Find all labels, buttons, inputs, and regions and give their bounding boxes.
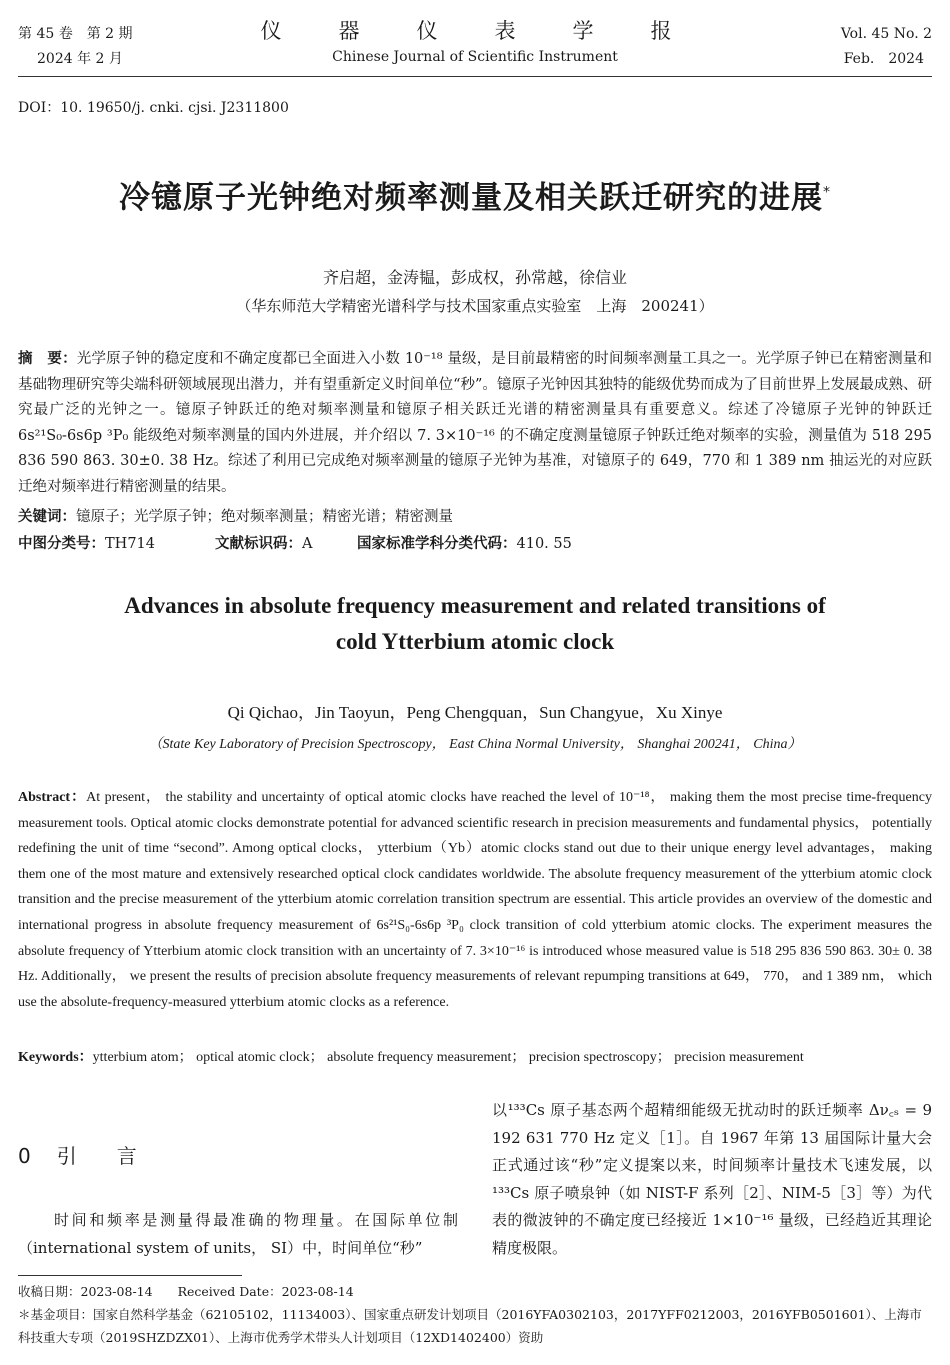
- std-label: 国家标准学科分类代码：: [357, 536, 517, 552]
- doc-code: [215, 532, 312, 553]
- header-journal-cn: 仪 器 仪 表 学 报: [260, 19, 690, 43]
- abstract-cn: [18, 347, 932, 500]
- abstract-en-label: Abstract：: [18, 790, 87, 805]
- std-code: [357, 532, 572, 553]
- title-en-line1: Advances in absolute frequency measurement and related transitions of: [124, 593, 826, 618]
- abstract-en-text: At present， the stability and uncertainty of optical atomic clocks have reached the level of 10⁻¹⁸， making them the most precise time-frequency measurement tools. Optical atomic clocks demonstrate potential for advanced scientific research in precision measurements and fundamental physics， potentially redefining the unit of time “second”. Among optical clocks， ytterbium（Yb）atomic clocks stand out due to their unique energy level advantages， making them one of the most mature and extensively researched optical clock candidates worldwide. The absolute frequency measurement of the ytterbium atomic clock transition and the precise measurement of the ytterbium atomic correlation transition spectrum are essential. This article provides an overview of the domestic and international progress in absolute frequency measurement of 6s²¹S₀-6s6p ³P₀ clock transition of cold ytterbium atomic clocks. The experiment measures the absolute frequency of Ytterbium atomic clock transition with an uncertainty of 7. 3×10⁻¹⁶ is introduced whose measured value is 518 295 836 590 863. 30± 0. 38 Hz. Additionally， we present the results of precision absolute frequency measurements of relevant repumping transitions at 649， 770， and 1 389 nm， which use the absolute-frequency-measured ytterbium atomic clocks as a reference.: [18, 790, 932, 1010]
- header-volume-issue: 第 45 卷 第 2 期: [18, 26, 133, 42]
- abstract-en: [18, 785, 932, 1015]
- affiliation-cn: （华东师范大学精密光谱科学与技术国家重点实验室 上海 200241）: [236, 297, 714, 315]
- keywords-en-label: Keywords：: [18, 1050, 93, 1065]
- doc-value: A: [302, 536, 313, 552]
- title-cn-text: 冷镱原子光钟绝对频率测量及相关跃迁研究的进展: [119, 180, 823, 216]
- keywords-cn-text: 镱原子；光学原子钟；绝对频率测量；精密光谱；精密测量: [76, 509, 453, 525]
- abstract-cn-text: 光学原子钟的稳定度和不确定度都已全面进入小数 10⁻¹⁸ 量级，是目前最精密的时间频率测量工具之一。光学原子钟已在精密测量和基础物理研究等尖端科研领域展现出潜力，并有望重新定义时间单位“秒”。镱原子光钟因其独特的能级优势而成为了目前世界上发展最成熟、研究最广泛的光钟之一。镱原子钟跃迁的绝对频率测量和镱原子相关跃迁光谱的精密测量具有重要意义。综述了冷镱原子光钟的钟跃迁 6s²¹S₀-6s6p ³P₀ 能级绝对频率测量的国内外进展，并介绍以 7. 3×10⁻¹⁶ 的不确定度测量镱原子钟跃迁绝对频率的实验，测量值为 518 295 836 590 863. 30±0. 38 Hz。综述了利用已完成绝对频率测量的镱原子光钟为基准，对镱原子的 649，770 和 1 389 nm 抽运光的对应跃迁绝对频率进行精密测量的结果。: [18, 351, 933, 495]
- body-left-column: 时间和频率是测量得最准确的物理量。在国际单位制（international system of units， SI）中，时间单位“秒”: [18, 1211, 458, 1257]
- header-rule: [18, 76, 932, 77]
- header-date-en: Feb. 2024: [843, 51, 924, 67]
- keywords-en: [18, 1045, 932, 1071]
- keywords-en-text: ytterbium atom； optical atomic clock； absolute frequency measurement； precision spectroscopy； precision measurement: [92, 1050, 804, 1065]
- title-en-line2: cold Ytterbium atomic clock: [335, 629, 615, 654]
- header-journal-en: Chinese Journal of Scientific Instrument: [332, 49, 618, 65]
- title-cn-footnote-mark: *: [823, 184, 831, 201]
- section-title: 引 言: [56, 1144, 137, 1168]
- header-volume-en: Vol. 45 No. 2: [840, 26, 932, 42]
- title-en: [0, 588, 950, 660]
- body-right-column: 以¹³³Cs 原子基态两个超精细能级无扰动时的跃迁频率 Δν꜀ₛ = 9 192 631 770 Hz 定义［1］。自 1967 年第 13 届国际计量大会正式通过该“秒”定义提案以来，时间频率计量技术飞速发展，以¹³³Cs 原子喷泉钟（如 NIST-F 系列［2］、NIM-5［3］等）为代表的微波钟的不确定度已经接近 1×10⁻¹⁶ 量级，已经趋近其理论精度极限。: [492, 1101, 932, 1257]
- std-value: 410. 55: [516, 536, 572, 552]
- section-heading: [18, 1140, 137, 1169]
- authors-en: Qi Qichao，Jin Taoyun，Peng Chengquan，Sun Changyue，Xu Xinye: [227, 703, 723, 722]
- affiliation-en: （State Key Laboratory of Precision Spectroscopy， East China Normal University， Shanghai 200241， China）: [148, 737, 802, 752]
- keywords-cn: [18, 505, 932, 531]
- footnote-rule: [18, 1275, 242, 1276]
- authors-cn: 齐启超，金涛韫，彭成权，孙常越，徐信业: [322, 268, 627, 287]
- footnote-received: 收稿日期：2023-08-14 Received Date：2023-08-14: [18, 1284, 354, 1299]
- abstract-cn-label: 摘 要：: [18, 351, 77, 367]
- clc-value: TH714: [105, 536, 155, 552]
- section-number: 0: [18, 1144, 31, 1168]
- classification-row: [18, 532, 155, 553]
- header-date-cn: 2024 年 2 月: [37, 51, 123, 67]
- doi: DOI：10. 19650/j. cnki. cjsi. J2311800: [18, 100, 289, 116]
- footnote-fund: ＊基金项目：国家自然科学基金（62105102，11134003）、国家重点研发计划项目（2016YFA0302103，2017YFF0212003，2016YFB0501601）、上海市科技重大专项（2019SHZDZX01）、上海市优秀学术带头人计划项目（12XD1402400）资助: [18, 1307, 922, 1345]
- title-cn: [0, 172, 950, 217]
- keywords-cn-label: 关键词：: [18, 509, 76, 525]
- clc-label: 中图分类号：: [18, 536, 105, 552]
- doc-label: 文献标识码：: [215, 536, 302, 552]
